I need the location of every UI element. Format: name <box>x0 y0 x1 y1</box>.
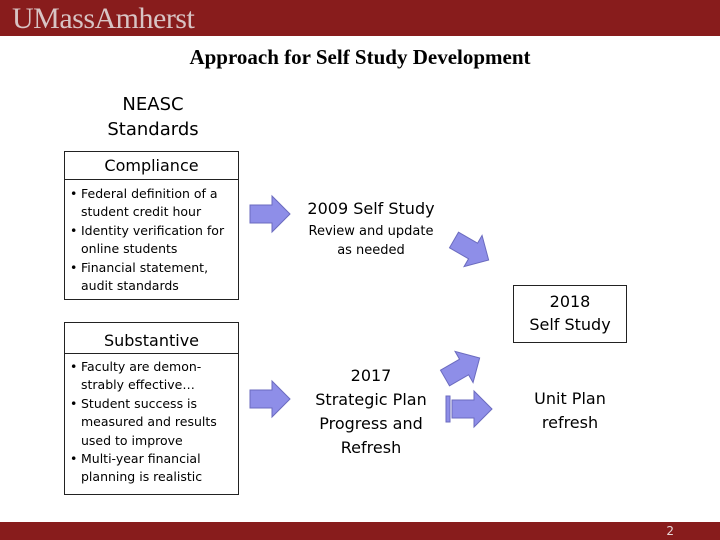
self-study-2018-label: 2018 Self Study <box>529 292 611 334</box>
self-study-2009-subtitle: Review and update as needed <box>308 224 434 258</box>
umass-logo: UMassAmherst <box>12 2 195 35</box>
substantive-heading: Substantive <box>103 331 200 350</box>
list-item: • Student success is measured and results used to improve <box>65 395 238 450</box>
compliance-heading: Compliance <box>104 156 199 175</box>
self-study-2009-title: 2009 Self Study <box>307 199 435 218</box>
arrow-2009-to-2018 <box>445 224 498 275</box>
list-item: • Faculty are demon-strably effective… <box>65 358 238 395</box>
strategic-plan-2017-label: 2017 Strategic Plan Progress and Refresh <box>315 366 427 457</box>
arrow-substantive-to-2017 <box>250 381 290 417</box>
page-number: 2 <box>666 524 674 538</box>
list-item: • Federal definition of a student credit hour <box>65 185 238 222</box>
arrow-compliance-to-2009 <box>250 196 290 232</box>
list-item: • Financial statement, audit standards <box>65 259 238 296</box>
list-item: • Multi-year financial planning is realistic <box>65 450 238 487</box>
arrow-2017-to-unit-plan <box>452 391 492 427</box>
list-item: • Identity verification for online students <box>65 222 238 259</box>
arrow-tail-bar <box>446 396 450 422</box>
footer-bar <box>0 522 720 540</box>
neasc-standards-label: NEASC Standards <box>107 94 199 140</box>
slide-title: Approach for Self Study Development <box>189 45 531 69</box>
unit-plan-label: Unit Plan refresh <box>534 389 606 432</box>
